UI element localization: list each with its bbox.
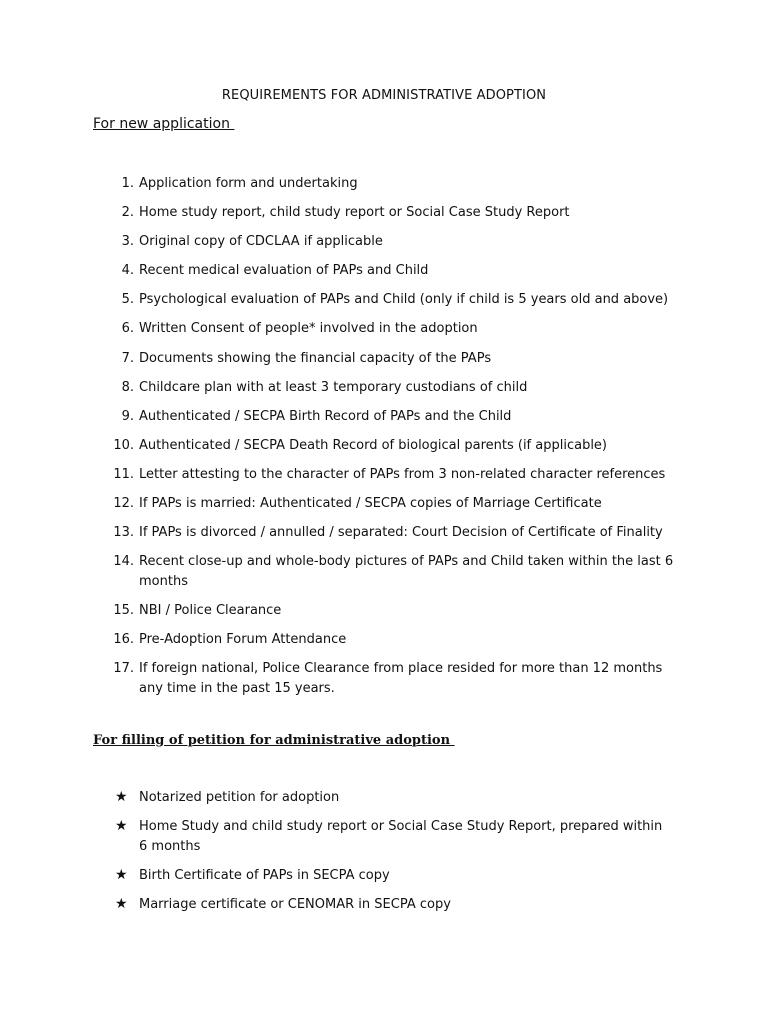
list-item-text: If PAPs is divorced / annulled / separated: Court Decision of Certificate of Finality [139, 525, 663, 541]
list-item-text: Home study report, child study report or Social Case Study Report [139, 205, 570, 221]
petition-requirements-list [0, 788, 768, 924]
list-item-number: 14. [113, 554, 134, 570]
list-item-text: Letter attesting to the character of PAPs from 3 non-related character references [139, 466, 666, 482]
list-item-number: 4. [121, 263, 134, 279]
list-item-number: 13. [113, 525, 134, 541]
list-item [0, 290, 768, 310]
list-item-text: Recent medical evaluation of PAPs and Child [139, 263, 429, 279]
list-item [0, 349, 768, 369]
star-bullet-icon: ★ [115, 895, 128, 912]
list-item-text: Written Consent of people* involved in the adoption [139, 321, 478, 337]
list-item [0, 659, 768, 698]
list-item-text: Authenticated / SECPA Death Record of biological parents (if applicable) [139, 437, 608, 453]
list-item-number: 17. [113, 661, 134, 676]
list-item-text: If foreign national, Police Clearance from place resided for more than 12 months any time in the past 15 years. [139, 661, 663, 696]
list-item-number: 7. [121, 350, 134, 366]
list-item [0, 866, 768, 886]
list-item [0, 407, 768, 427]
list-item-text: NBI / Police Clearance [139, 602, 282, 618]
list-item-text: Notarized petition for adoption [139, 790, 340, 805]
list-item-text: Psychological evaluation of PAPs and Child (only if child is 5 years old and above) [139, 292, 669, 308]
list-item-text: Marriage certificate or CENOMAR in SECPA copy [139, 896, 451, 912]
star-bullet-icon: ★ [115, 866, 128, 883]
star-bullet-icon: ★ [115, 789, 128, 805]
list-item [0, 552, 768, 591]
list-item-text: Recent close-up and whole-body pictures of PAPs and Child taken within the last 6 months [139, 554, 674, 589]
list-item [0, 601, 768, 621]
list-item-text: Childcare plan with at least 3 temporary custodians of child [139, 379, 528, 395]
section-heading-petition: For filling of petition for administrative adoption [93, 733, 455, 748]
list-item-number: 5. [121, 292, 134, 308]
document-title: REQUIREMENTS FOR ADMINISTRATIVE ADOPTION [221, 88, 547, 103]
list-item-text: Authenticated / SECPA Birth Record of PAPs and the Child [139, 408, 512, 424]
list-item-text: Pre-Adoption Forum Attendance [139, 631, 347, 647]
list-item [0, 465, 768, 485]
list-item-number: 12. [113, 496, 134, 512]
list-item-text: Birth Certificate of PAPs in SECPA copy [139, 867, 390, 883]
list-item-number: 2. [121, 205, 134, 221]
list-item [0, 630, 768, 650]
new-application-requirements-list [0, 174, 768, 708]
list-item-text: Application form and undertaking [139, 176, 358, 191]
star-bullet-icon: ★ [115, 818, 128, 834]
list-item-text: Documents showing the financial capacity of the PAPs [139, 350, 492, 366]
list-item-number: 9. [121, 408, 134, 424]
list-item [0, 261, 768, 281]
list-item-number: 11. [113, 466, 134, 482]
list-item-number: 3. [121, 234, 134, 250]
list-item [0, 174, 768, 194]
list-item [0, 436, 768, 456]
list-item-number: 1. [121, 176, 134, 191]
list-item-text: If PAPs is married: Authenticated / SECPA copies of Marriage Certificate [139, 496, 602, 512]
list-item-text: Home Study and child study report or Social Case Study Report, prepared within 6 months [139, 819, 663, 854]
section-heading-new-application: For new application [93, 116, 235, 132]
list-item-number: 16. [113, 631, 134, 647]
list-item [0, 378, 768, 398]
list-item-number: 8. [121, 379, 134, 395]
list-item-number: 10. [113, 437, 134, 453]
list-item [0, 523, 768, 543]
list-item [0, 232, 768, 252]
list-item [0, 895, 768, 915]
list-item-text: Original copy of CDCLAA if applicable [139, 234, 383, 250]
list-item-number: 15. [113, 602, 134, 618]
list-item [0, 494, 768, 514]
list-item [0, 817, 768, 856]
list-item-number: 6. [121, 321, 134, 337]
list-item [0, 319, 768, 339]
list-item [0, 203, 768, 223]
list-item [0, 788, 768, 808]
